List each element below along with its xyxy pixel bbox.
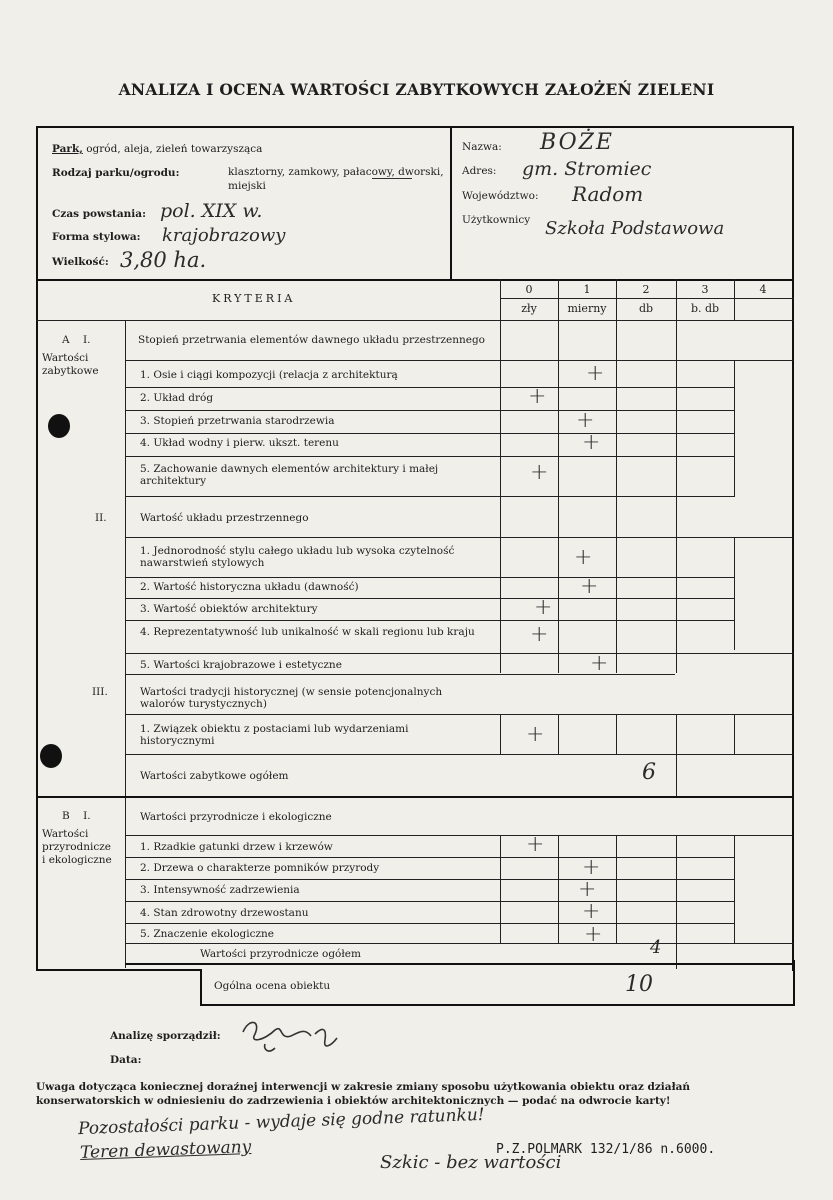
criterion-a1-1: 1. Osie i ciągi kompozycji (relacja z architekturą: [140, 369, 398, 381]
criterion-b-1: 1. Rzadkie gatunki drzew i krzewów: [140, 841, 333, 853]
punch-hole-bottom: [40, 744, 62, 768]
park-type-selected: Park,: [52, 143, 83, 155]
mark-a1-3: +: [576, 408, 595, 433]
mark-a2-5: +: [590, 651, 609, 676]
col-1-num: 1: [583, 283, 591, 296]
dworski-underline: [372, 178, 412, 179]
col-0-num: 0: [525, 283, 533, 296]
criterion-b-5: 5. Znaczenie ekologiczne: [140, 928, 275, 940]
col-3-name: b. db: [690, 302, 720, 315]
criterion-b-2: 2. Drzewa o charakterze pomników przyrody: [140, 862, 380, 874]
nazwa-value: BOŻE: [540, 130, 614, 155]
mark-b-2: +: [582, 855, 601, 880]
handwritten-note-1: Pozostałości parku - wydaje się godne ratunku!: [77, 1104, 485, 1140]
print-code: P.Z.POLMARK 132/1/86 n.6000.: [496, 1142, 716, 1157]
criterion-a1-3: 3. Stopień przetrwania starodrzewia: [140, 415, 335, 427]
mark-a1-4: +: [582, 430, 601, 455]
section-a-total-label: Wartości zabytkowe ogółem: [140, 770, 289, 782]
criterion-a2-1: 1. Jednorodność stylu całego układu lub wysoka czytelność nawarstwień stylowych: [140, 545, 455, 569]
forma-value: krajobrazowy: [162, 225, 286, 246]
wojewodztwo-label: Województwo:: [462, 190, 539, 202]
group-2-title: Wartość układu przestrzennego: [140, 512, 309, 524]
rodzaj-options: klasztorny, zamkowy, pałacowy, dworski,: [228, 166, 444, 178]
uzytkownicy-value: Szkoła Podstawowa: [545, 218, 725, 239]
group-2-roman: II.: [95, 512, 107, 524]
mark-a1-5: +: [530, 460, 549, 485]
mark-a3-1: +: [526, 722, 545, 747]
punch-hole-top: [48, 414, 70, 438]
section-b-name: Wartości przyrodnicze i ekologiczne: [42, 828, 112, 866]
section-a-total-value: 6: [642, 760, 656, 785]
col-2-name: db: [638, 302, 654, 315]
park-type-line: [52, 143, 262, 155]
mark-a1-1: +: [586, 361, 605, 386]
mark-b-4: +: [582, 899, 601, 924]
mark-b-3: +: [578, 877, 597, 902]
criterion-a1-4: 4. Układ wodny i pierw. ukszt. terenu: [140, 437, 339, 449]
overall-label: Ogólna ocena obiektu: [214, 980, 331, 992]
mark-a2-2: +: [580, 574, 599, 599]
page-title: ANALIZA I OCENA WARTOŚCI ZABYTKOWYCH ZAŁOŻEŃ ZIELENI: [118, 80, 715, 99]
kryteria-label: KRYTERIA: [212, 292, 296, 305]
data-label: Data:: [110, 1054, 142, 1066]
mark-a2-3: +: [534, 595, 553, 620]
mark-b-1: +: [526, 832, 545, 857]
czas-value: pol. XIX w.: [160, 200, 263, 222]
rodzaj-options-2: miejski: [228, 180, 266, 192]
czas-label: Czas powstania:: [52, 208, 146, 220]
col-0-name: zły: [521, 302, 537, 315]
col-2-num: 2: [642, 283, 650, 296]
wielkosc-value: 3,80 ha.: [120, 248, 207, 272]
criterion-a1-2: 2. Układ dróg: [140, 392, 214, 404]
col-1-name: mierny: [567, 302, 607, 315]
adres-label: Adres:: [462, 165, 497, 177]
overall-value: 10: [625, 972, 653, 997]
section-b-total-label: Wartości przyrodnicze ogółem: [200, 948, 361, 960]
criterion-b-3: 3. Intensywność zadrzewienia: [140, 884, 300, 896]
mark-a2-4: +: [530, 622, 549, 647]
rodzaj-label: Rodzaj parku/ogrodu:: [52, 167, 180, 179]
forma-label: Forma stylowa:: [52, 231, 141, 243]
analiza-label: Analizę sporządził:: [110, 1030, 221, 1042]
section-a-name: Wartości zabytkowe: [42, 352, 99, 377]
analiza-signature: [235, 1010, 355, 1063]
park-type-rest: ogród, aleja, zieleń towarzysząca: [86, 143, 263, 155]
handwritten-note-3: Szkic - bez wartości: [380, 1152, 562, 1173]
nazwa-label: Nazwa:: [462, 141, 502, 153]
criterion-a2-3: 3. Wartość obiektów architektury: [140, 603, 318, 615]
col-4-num: 4: [759, 283, 767, 296]
wojewodztwo-value: Radom: [572, 182, 644, 206]
section-b-letter: B I.: [62, 810, 91, 822]
group-1-title: Stopień przetrwania elementów dawnego układu przestrzennego: [138, 334, 485, 346]
mark-a2-1: +: [574, 545, 593, 570]
criterion-a2-2: 2. Wartość historyczna układu (dawność): [140, 581, 359, 593]
section-b-total-value: 4: [650, 937, 662, 958]
uwaga-note: Uwaga dotycząca koniecznej doraźnej interwencji w zakresie zmiany sposobu użytkowania obiektu oraz działań konserwatorskich w odniesieniu do zadrzewienia i obiektów architektonicznych — podać na odwrocie karty!: [36, 1081, 691, 1107]
group-3-title: Wartości tradycji historycznej (w sensie potencjonalnych walorów turystycznych): [140, 686, 443, 710]
handwritten-note-2: Teren dewastowany: [79, 1137, 252, 1163]
mark-a1-2: +: [528, 384, 547, 409]
wielkosc-label: Wielkość:: [52, 256, 109, 268]
group-3-roman: III.: [92, 686, 108, 698]
criterion-a3-1: 1. Związek obiektu z postaciami lub wydarzeniami historycznymi: [140, 723, 409, 747]
criterion-a2-5: 5. Wartości krajobrazowe i estetyczne: [140, 659, 342, 671]
uzytkownicy-label: Użytkownicy: [462, 214, 531, 226]
criterion-a1-5: 5. Zachowanie dawnych elementów architektury i małej architektury: [140, 463, 439, 487]
section-b-title: Wartości przyrodnicze i ekologiczne: [140, 811, 332, 823]
adres-value: gm. Stromiec: [522, 158, 652, 180]
mark-b-5: +: [584, 922, 603, 947]
criterion-b-4: 4. Stan zdrowotny drzewostanu: [140, 907, 309, 919]
section-a-letter: A I.: [62, 334, 91, 346]
criterion-a2-4: 4. Reprezentatywność lub unikalność w skali regionu lub kraju: [140, 626, 475, 638]
col-3-num: 3: [701, 283, 709, 296]
